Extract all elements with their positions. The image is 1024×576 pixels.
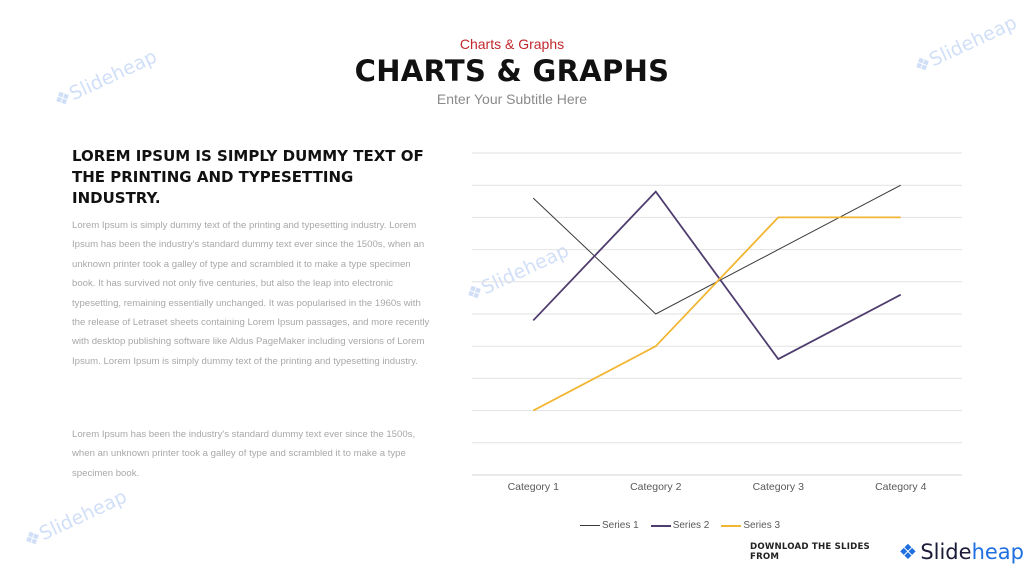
body-paragraph-1: Lorem Ipsum is simply dummy text of the printing and typesetting industry. Lorem Ipsum has been the industry's standard dummy text ever since the 1500s, when an unknown printer took a galley of type and scrambled it to make a type specimen book. It has survived not only five centuries, but also the leap into electronic typesetting, remaining essentially unchanged. It was popularised in the 1960s with the release of Letraset sheets containing Lorem Ipsum passages, and more recently with desktop publishing software like Aldus PageMaker including versions of Lorem Ipsum. Lorem Ipsum is simply dummy text of the printing and typesetting industry. (72, 220, 430, 367)
watermark: ❖ Slideheap (20, 485, 131, 553)
x-axis-label: Category 2 (630, 481, 682, 493)
legend-item-series-1 (580, 520, 639, 531)
footer-branding (750, 540, 1024, 564)
slide-kicker: Charts & Graphs (459, 36, 565, 52)
watermark: ❖ Slideheap (462, 239, 573, 307)
watermark: ❖ Slideheap (50, 45, 161, 113)
x-axis-label: Category 1 (507, 481, 559, 493)
chart-series-lines (533, 185, 901, 410)
slideheap-logo-icon: ❖ (898, 540, 918, 564)
legend-item-series-3 (721, 520, 780, 531)
content-heading: LOREM IPSUM IS SIMPLY DUMMY TEXT OF THE PRINTING AND TYPESETTING INDUSTRY. (72, 147, 424, 207)
chart-gridlines (472, 153, 962, 475)
legend-label: Series 3 (743, 520, 781, 531)
slideheap-logo-icon: ❖ (910, 51, 936, 79)
slide-title: CHARTS & GRAPHS (354, 54, 670, 88)
slideheap-logo-icon: ❖ (20, 525, 46, 553)
legend-swatch (721, 525, 741, 527)
slideheap-logo-icon: ❖ (462, 279, 488, 307)
slide-subtitle: Enter Your Subtitle Here (436, 91, 588, 107)
x-axis-label: Category 4 (875, 481, 927, 493)
slideheap-brand[interactable]: ❖ Slide heap (898, 540, 1024, 564)
legend-label: Series 2 (672, 520, 710, 531)
legend-swatch (651, 525, 671, 527)
chart-legend (580, 520, 792, 531)
legend-item-series-2 (651, 520, 710, 531)
legend-label: Series 1 (602, 520, 639, 531)
legend-swatch (580, 525, 600, 526)
download-text: DOWNLOAD THE SLIDES FROM (750, 542, 870, 562)
watermark: ❖ Slideheap (910, 11, 1021, 79)
slideheap-logo-icon: ❖ (50, 85, 76, 113)
body-paragraph-2: Lorem Ipsum has been the industry's standard dummy text ever since the 1500s, when an unknown printer took a galley of type and scrambled it to make a type specimen book. (72, 429, 416, 479)
x-axis-label: Category 3 (752, 481, 804, 493)
